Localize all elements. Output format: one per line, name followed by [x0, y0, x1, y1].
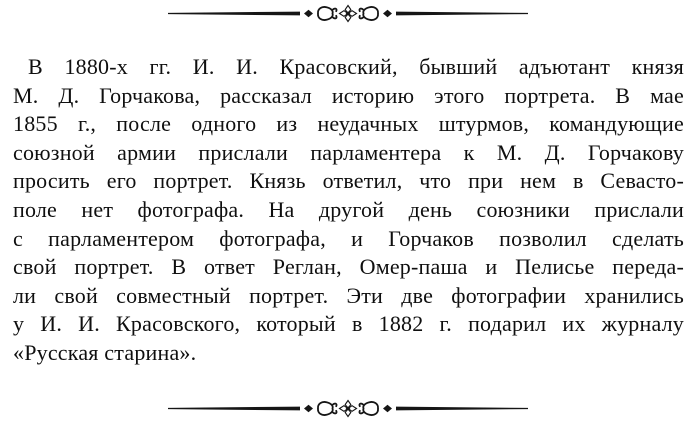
scroll-icon-left: [318, 7, 337, 20]
rosette-icon: [340, 6, 357, 22]
paragraph-line: 1855 г., после одного из неудачных штурмов, командующие: [13, 111, 684, 137]
paragraph-line: просить его портрет. Князь ответил, что при нем в Севасто-: [13, 168, 684, 194]
paragraph-line: с парламентером фотографа, и Горчаков позволил сделать: [13, 225, 684, 251]
scroll-icon-right: [359, 402, 378, 415]
paragraph-line: В 1880-х гг. И. И. Красовский, бывший адъютант князя: [28, 54, 684, 79]
paragraph-line: союзной армии прислали парламентера к М. Д. Горчакову: [13, 139, 684, 165]
paragraph-line: «Русская старина».: [13, 339, 197, 365]
divider-rule-right: [396, 407, 528, 411]
scroll-icon-right: [359, 7, 378, 20]
bottom-divider: [0, 398, 696, 420]
paragraph-line: М. Д. Горчакова, рассказал историю этого портрета. В мае: [13, 82, 684, 108]
paragraph-line: свой портрет. В ответ Реглан, Омер-паша и Пелисье переда-: [13, 254, 684, 280]
scroll-icon-left: [318, 402, 337, 415]
scroll-rosette-divider-icon: [168, 3, 528, 25]
scroll-rosette-divider-icon: [168, 398, 528, 420]
divider-rule-right: [396, 12, 528, 16]
rosette-icon: [340, 401, 357, 417]
paragraph-line: у И. И. Красовского, который в 1882 г. подарил их журналу: [13, 311, 684, 337]
paragraph: [13, 53, 684, 368]
paragraph-line: поле нет фотографа. На другой день союзники прислали: [13, 196, 684, 222]
divider-rule-left: [168, 12, 300, 16]
divider-rule-left: [168, 407, 300, 411]
paragraph-line: ли свой совместный портрет. Эти две фотографии хранились: [13, 282, 684, 308]
top-divider: [0, 3, 696, 25]
